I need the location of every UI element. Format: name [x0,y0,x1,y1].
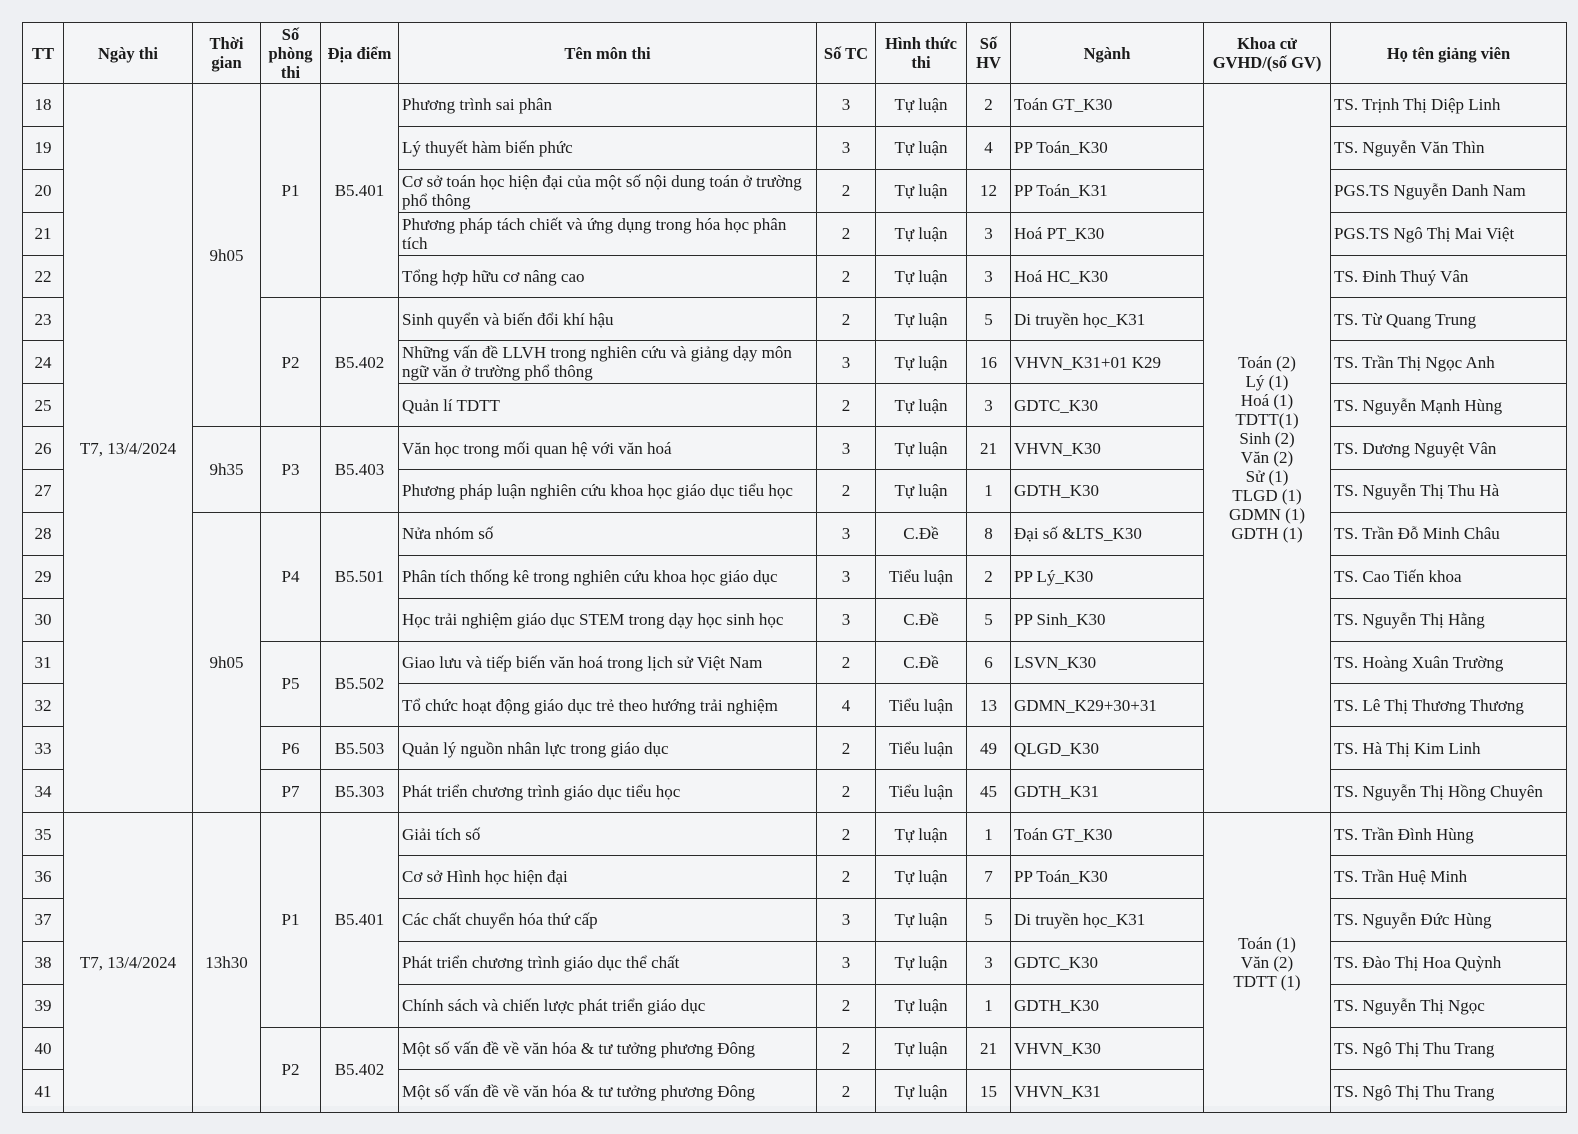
major-cell: Di truyền học_K31 [1011,898,1204,941]
major-cell: VHVN_K31+01 K29 [1011,341,1204,384]
credits-cell: 2 [817,255,876,298]
exam-format-cell: Tự luận [876,298,967,341]
lecturer-cell: TS. Đinh Thuý Vân [1331,255,1567,298]
location-cell: B5.401 [321,813,399,1027]
lecturer-cell: TS. Nguyễn Thị Ngọc [1331,984,1567,1027]
credits-cell: 3 [817,126,876,169]
header-time: Thời gian [193,23,261,84]
lecturer-cell: TS. Hà Thị Kim Linh [1331,727,1567,770]
room-number-cell: P2 [261,298,321,427]
table-row [23,84,1567,127]
subject-cell: Tổ chức hoạt động giáo dục trẻ theo hướng trải nghiệm [399,684,817,727]
credits-cell: 3 [817,427,876,470]
major-cell: PP Toán_K30 [1011,856,1204,899]
supervising-dept-cell [1204,813,1331,1113]
student-count-cell: 15 [967,1070,1011,1113]
subject-cell: Sinh quyển và biến đổi khí hậu [399,298,817,341]
credits-cell: 2 [817,384,876,427]
lecturer-cell: TS. Đào Thị Hoa Quỳnh [1331,941,1567,984]
subject-cell: Chính sách và chiến lược phát triển giáo dục [399,984,817,1027]
subject-cell: Phương pháp tách chiết và ứng dụng trong hóa học phân tích [399,212,817,255]
major-cell: VHVN_K30 [1011,427,1204,470]
student-count-cell: 2 [967,84,1011,127]
subject-cell: Học trải nghiệm giáo dục STEM trong dạy học sinh học [399,598,817,641]
lecturer-cell: TS. Ngô Thị Thu Trang [1331,1027,1567,1070]
subject-cell: Những vấn đề LLVH trong nghiên cứu và giảng dạy môn ngữ văn ở trường phổ thông [399,341,817,384]
student-count-cell: 6 [967,641,1011,684]
location-cell: B5.503 [321,727,399,770]
major-cell: GDMN_K29+30+31 [1011,684,1204,727]
row-number-cell: 37 [23,898,64,941]
student-count-cell: 3 [967,255,1011,298]
exam-format-cell: Tự luận [876,341,967,384]
subject-cell: Các chất chuyển hóa thứ cấp [399,898,817,941]
room-number-cell: P1 [261,813,321,1027]
exam-date-cell: T7, 13/4/2024 [64,813,193,1113]
header-room-no: Số phòng thi [261,23,321,84]
lecturer-cell: TS. Hoàng Xuân Trường [1331,641,1567,684]
subject-cell: Cơ sở Hình học hiện đại [399,856,817,899]
subject-cell: Quản lý nguồn nhân lực trong giáo dục [399,727,817,770]
dept-entry: Sử (1) [1245,467,1289,487]
dept-entry: Hoá (1) [1240,391,1294,411]
exam-time-cell: 9h35 [193,427,261,513]
dept-entry: GDMN (1) [1228,505,1306,525]
room-number-cell: P5 [261,641,321,727]
subject-cell: Một số vấn đề về văn hóa & tư tưởng phương Đông [399,1027,817,1070]
lecturer-cell: TS. Từ Quang Trung [1331,298,1567,341]
subject-cell: Giao lưu và tiếp biến văn hoá trong lịch sử Việt Nam [399,641,817,684]
credits-cell: 2 [817,770,876,813]
major-cell: GDTH_K30 [1011,984,1204,1027]
header-major: Ngành [1011,23,1204,84]
table-row [23,427,1567,470]
dept-entry: Sinh (2) [1239,429,1295,449]
lecturer-cell: TS. Trịnh Thị Diệp Linh [1331,84,1567,127]
row-number-cell: 18 [23,84,64,127]
lecturer-cell: TS. Cao Tiến khoa [1331,555,1567,598]
exam-format-cell: Tự luận [876,126,967,169]
row-number-cell: 21 [23,212,64,255]
lecturer-cell: TS. Nguyễn Đức Hùng [1331,898,1567,941]
row-number-cell: 30 [23,598,64,641]
student-count-cell: 3 [967,941,1011,984]
dept-entry: Toán (2) [1238,353,1296,373]
major-cell: LSVN_K30 [1011,641,1204,684]
exam-format-cell: C.Đề [876,641,967,684]
major-cell: GDTH_K30 [1011,470,1204,513]
student-count-cell: 5 [967,898,1011,941]
student-count-cell: 16 [967,341,1011,384]
exam-time-cell: 13h30 [193,813,261,1113]
major-cell: Hoá PT_K30 [1011,212,1204,255]
exam-format-cell: Tự luận [876,84,967,127]
exam-format-cell: Tự luận [876,1027,967,1070]
lecturer-cell: TS. Lê Thị Thương Thương [1331,684,1567,727]
row-number-cell: 38 [23,941,64,984]
student-count-cell: 45 [967,770,1011,813]
row-number-cell: 20 [23,169,64,212]
major-cell: PP Toán_K31 [1011,169,1204,212]
row-number-cell: 19 [23,126,64,169]
major-cell: Hoá HC_K30 [1011,255,1204,298]
major-cell: PP Lý_K30 [1011,555,1204,598]
major-cell: PP Sinh_K30 [1011,598,1204,641]
dept-entry: Văn (2) [1240,953,1294,973]
dept-entry: TDTT(1) [1235,410,1299,430]
room-number-cell: P1 [261,84,321,298]
credits-cell: 2 [817,169,876,212]
row-number-cell: 33 [23,727,64,770]
room-number-cell: P4 [261,512,321,641]
major-cell: GDTC_K30 [1011,941,1204,984]
lecturer-cell: PGS.TS Nguyễn Danh Nam [1331,169,1567,212]
student-count-cell: 2 [967,555,1011,598]
lecturer-cell: TS. Nguyễn Thị Hồng Chuyên [1331,770,1567,813]
subject-cell: Phương trình sai phân [399,84,817,127]
credits-cell: 2 [817,298,876,341]
subject-cell: Nửa nhóm số [399,512,817,555]
subject-cell: Giải tích số [399,813,817,856]
credits-cell: 3 [817,84,876,127]
dept-entry: Lý (1) [1245,372,1289,392]
major-cell: VHVN_K31 [1011,1070,1204,1113]
location-cell: B5.501 [321,512,399,641]
major-cell: Toán GT_K30 [1011,813,1204,856]
exam-format-cell: C.Đề [876,512,967,555]
student-count-cell: 4 [967,126,1011,169]
lecturer-cell: TS. Nguyễn Mạnh Hùng [1331,384,1567,427]
lecturer-cell: TS. Trần Huệ Minh [1331,856,1567,899]
student-count-cell: 13 [967,684,1011,727]
credits-cell: 2 [817,727,876,770]
row-number-cell: 29 [23,555,64,598]
credits-cell: 2 [817,1070,876,1113]
lecturer-cell: PGS.TS Ngô Thị Mai Việt [1331,212,1567,255]
row-number-cell: 27 [23,470,64,513]
credits-cell: 3 [817,598,876,641]
row-number-cell: 31 [23,641,64,684]
header-format: Hình thức thi [876,23,967,84]
header-row [23,23,1567,84]
student-count-cell: 3 [967,212,1011,255]
header-date: Ngày thi [64,23,193,84]
subject-cell: Văn học trong mối quan hệ với văn hoá [399,427,817,470]
row-number-cell: 25 [23,384,64,427]
exam-format-cell: Tự luận [876,984,967,1027]
location-cell: B5.401 [321,84,399,298]
row-number-cell: 35 [23,813,64,856]
exam-time-cell: 9h05 [193,512,261,812]
row-number-cell: 36 [23,856,64,899]
exam-schedule-table [22,22,1567,1113]
row-number-cell: 28 [23,512,64,555]
subject-cell: Phân tích thống kê trong nghiên cứu khoa học giáo dục [399,555,817,598]
exam-format-cell: C.Đề [876,598,967,641]
location-cell: B5.502 [321,641,399,727]
exam-format-cell: Tự luận [876,856,967,899]
supervising-dept-cell [1204,84,1331,813]
exam-format-cell: Tiểu luận [876,727,967,770]
room-number-cell: P2 [261,1027,321,1113]
exam-format-cell: Tiểu luận [876,555,967,598]
subject-cell: Phương pháp luận nghiên cứu khoa học giáo dục tiểu học [399,470,817,513]
row-number-cell: 26 [23,427,64,470]
dept-entry: TDTT (1) [1233,972,1301,992]
lecturer-cell: TS. Nguyễn Thị Thu Hà [1331,470,1567,513]
header-subject: Tên môn thi [399,23,817,84]
student-count-cell: 7 [967,856,1011,899]
subject-cell: Phát triển chương trình giáo dục thể chất [399,941,817,984]
subject-cell: Tổng hợp hữu cơ nâng cao [399,255,817,298]
exam-format-cell: Tự luận [876,255,967,298]
lecturer-cell: TS. Trần Thị Ngọc Anh [1331,341,1567,384]
table-body [23,84,1567,1113]
dept-entry: Toán (1) [1238,934,1296,954]
table-row [23,813,1567,856]
exam-format-cell: Tiểu luận [876,770,967,813]
row-number-cell: 32 [23,684,64,727]
row-number-cell: 22 [23,255,64,298]
dept-entry: GDTH (1) [1231,524,1303,544]
credits-cell: 3 [817,898,876,941]
exam-time-cell: 9h05 [193,84,261,427]
exam-format-cell: Tự luận [876,384,967,427]
lecturer-cell: TS. Trần Đỗ Minh Châu [1331,512,1567,555]
dept-entry: TLGD (1) [1232,486,1302,506]
header-location: Địa điểm [321,23,399,84]
exam-date-cell: T7, 13/4/2024 [64,84,193,813]
exam-format-cell: Tự luận [876,813,967,856]
student-count-cell: 1 [967,984,1011,1027]
exam-format-cell: Tự luận [876,427,967,470]
header-students: Số HV [967,23,1011,84]
student-count-cell: 49 [967,727,1011,770]
row-number-cell: 40 [23,1027,64,1070]
exam-schedule-sheet [22,22,1566,1106]
location-cell: B5.303 [321,770,399,813]
major-cell: VHVN_K30 [1011,1027,1204,1070]
credits-cell: 2 [817,1027,876,1070]
room-number-cell: P3 [261,427,321,513]
lecturer-cell: TS. Trần Đình Hùng [1331,813,1567,856]
room-number-cell: P7 [261,770,321,813]
student-count-cell: 21 [967,427,1011,470]
header-dept: Khoa cử GVHD/(số GV) [1204,23,1331,84]
major-cell: GDTH_K31 [1011,770,1204,813]
location-cell: B5.402 [321,1027,399,1113]
room-number-cell: P6 [261,727,321,770]
subject-cell: Cơ sở toán học hiện đại của một số nội dung toán ở trường phổ thông [399,169,817,212]
credits-cell: 2 [817,813,876,856]
credits-cell: 2 [817,470,876,513]
exam-format-cell: Tự luận [876,1070,967,1113]
major-cell: Đại số &LTS_K30 [1011,512,1204,555]
lecturer-cell: TS. Dương Nguyệt Vân [1331,427,1567,470]
row-number-cell: 24 [23,341,64,384]
lecturer-cell: TS. Nguyễn Thị Hằng [1331,598,1567,641]
location-cell: B5.402 [321,298,399,427]
credits-cell: 4 [817,684,876,727]
credits-cell: 2 [817,641,876,684]
dept-entry: Văn (2) [1240,448,1294,468]
lecturer-cell: TS. Ngô Thị Thu Trang [1331,1070,1567,1113]
exam-format-cell: Tiểu luận [876,684,967,727]
row-number-cell: 41 [23,1070,64,1113]
row-number-cell: 34 [23,770,64,813]
major-cell: Di truyền học_K31 [1011,298,1204,341]
subject-cell: Lý thuyết hàm biến phức [399,126,817,169]
student-count-cell: 5 [967,298,1011,341]
major-cell: Toán GT_K30 [1011,84,1204,127]
subject-cell: Một số vấn đề về văn hóa & tư tưởng phương Đông [399,1070,817,1113]
exam-format-cell: Tự luận [876,169,967,212]
student-count-cell: 12 [967,169,1011,212]
credits-cell: 2 [817,856,876,899]
student-count-cell: 3 [967,384,1011,427]
exam-format-cell: Tự luận [876,470,967,513]
header-tt: TT [23,23,64,84]
subject-cell: Quản lí TDTT [399,384,817,427]
lecturer-cell: TS. Nguyễn Văn Thìn [1331,126,1567,169]
credits-cell: 3 [817,341,876,384]
header-credits: Số TC [817,23,876,84]
credits-cell: 2 [817,984,876,1027]
table-header [23,23,1567,84]
exam-format-cell: Tự luận [876,212,967,255]
header-lecturer: Họ tên giảng viên [1331,23,1567,84]
credits-cell: 3 [817,941,876,984]
student-count-cell: 5 [967,598,1011,641]
student-count-cell: 21 [967,1027,1011,1070]
credits-cell: 2 [817,212,876,255]
major-cell: QLGD_K30 [1011,727,1204,770]
major-cell: PP Toán_K30 [1011,126,1204,169]
major-cell: GDTC_K30 [1011,384,1204,427]
student-count-cell: 8 [967,512,1011,555]
exam-format-cell: Tự luận [876,898,967,941]
exam-format-cell: Tự luận [876,941,967,984]
student-count-cell: 1 [967,813,1011,856]
credits-cell: 3 [817,555,876,598]
table-row [23,512,1567,555]
location-cell: B5.403 [321,427,399,513]
row-number-cell: 23 [23,298,64,341]
row-number-cell: 39 [23,984,64,1027]
credits-cell: 3 [817,512,876,555]
subject-cell: Phát triển chương trình giáo dục tiểu học [399,770,817,813]
student-count-cell: 1 [967,470,1011,513]
